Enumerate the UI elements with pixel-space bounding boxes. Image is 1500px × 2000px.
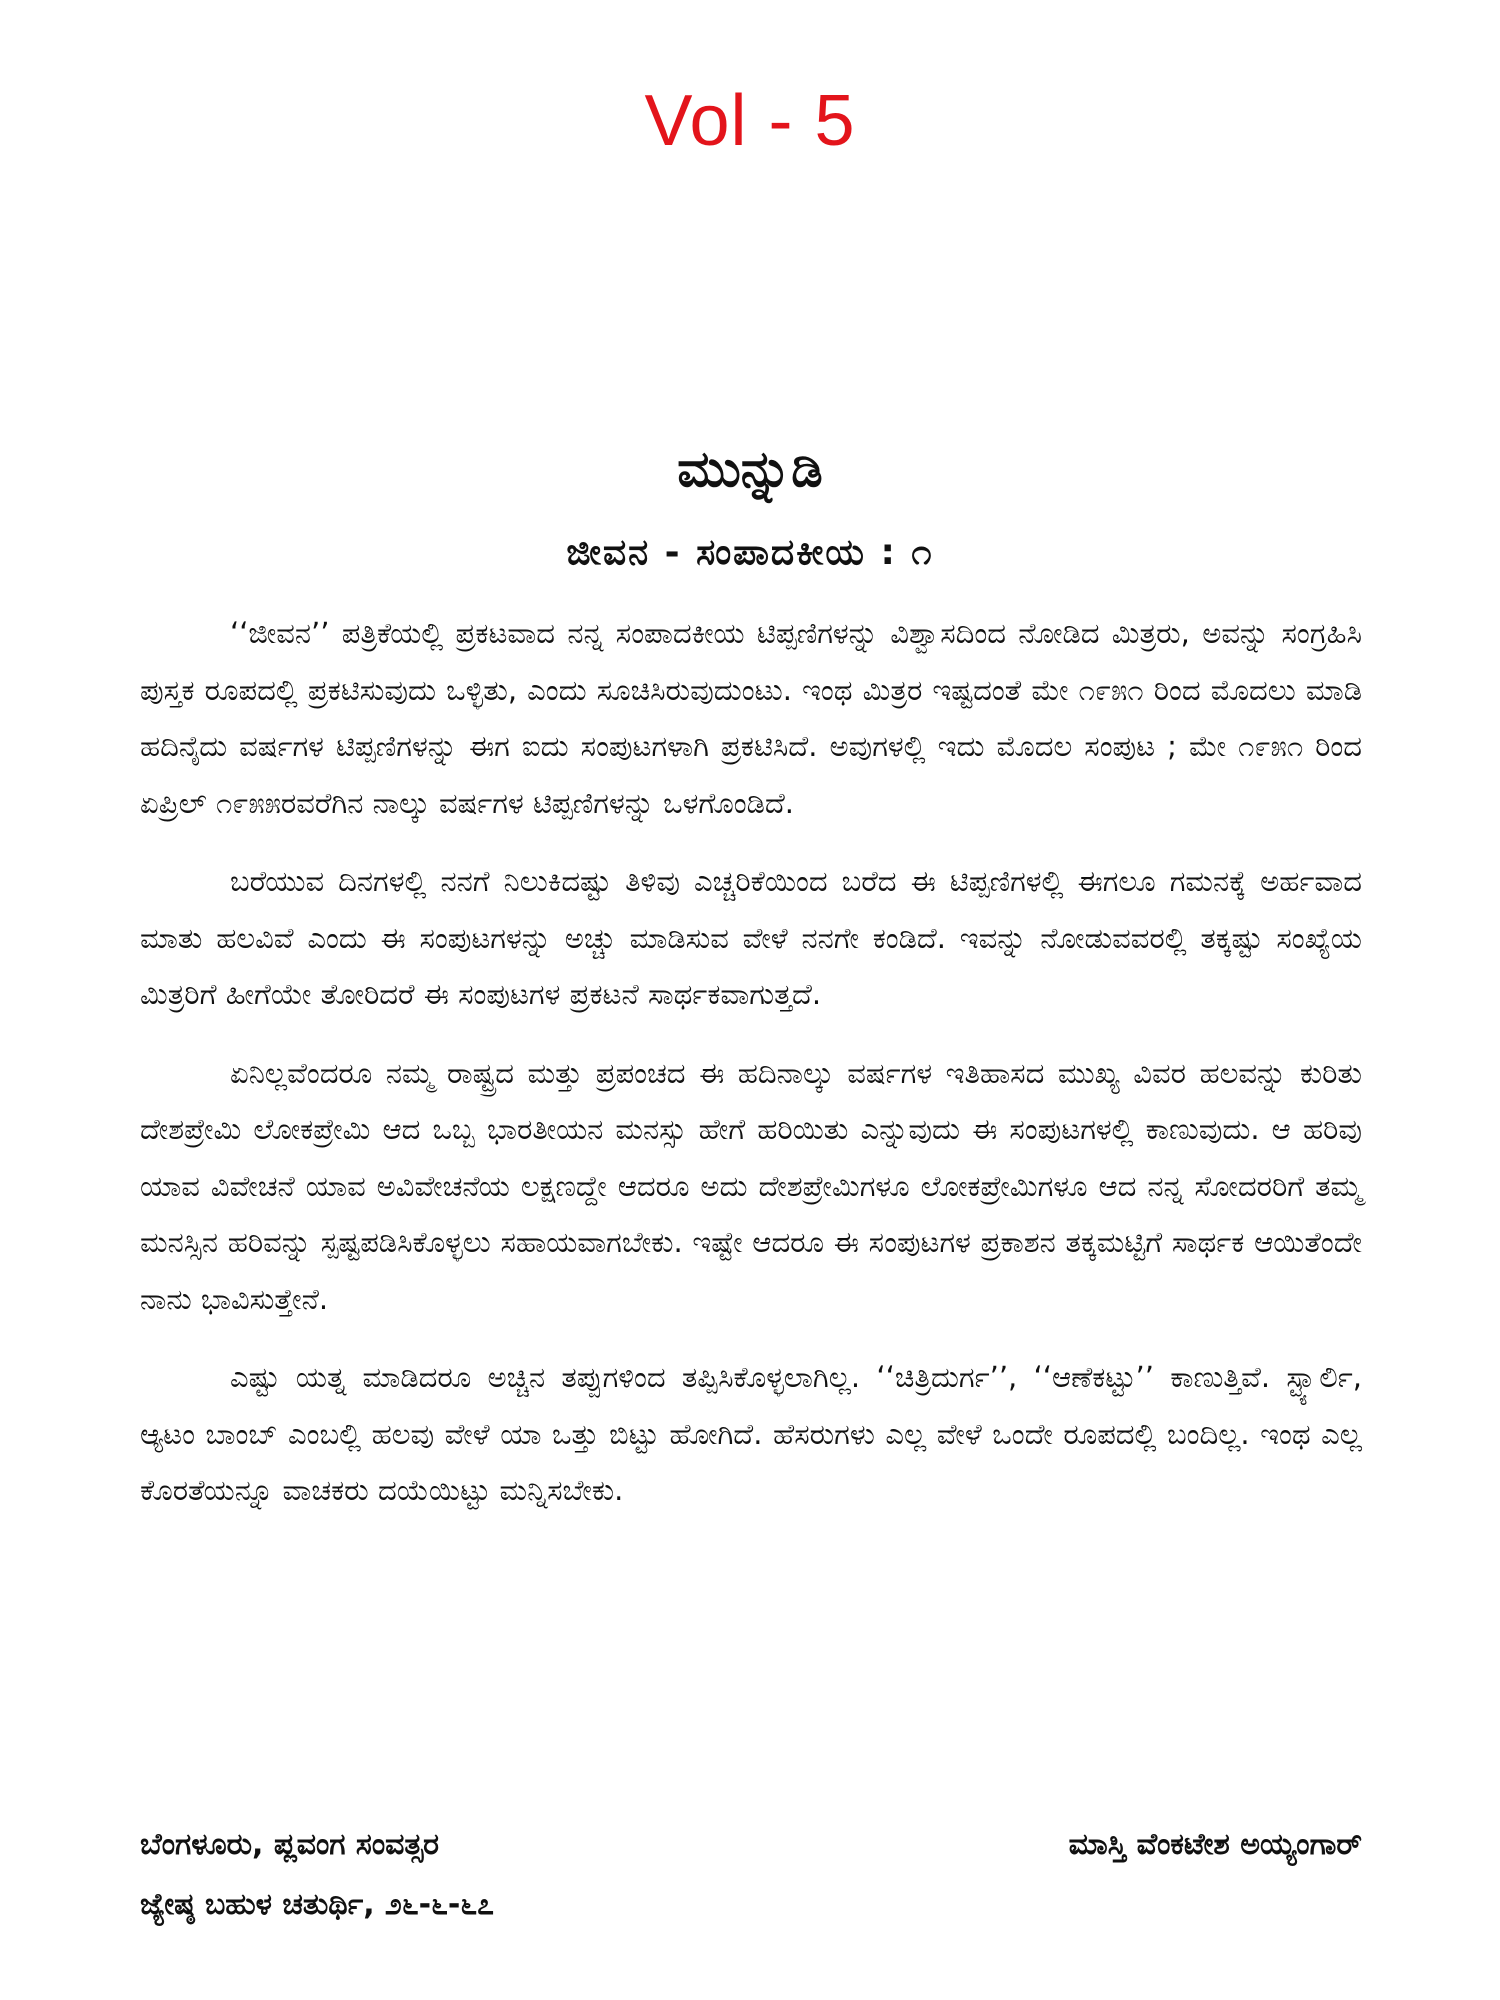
page-subtitle: ಜೀವನ - ಸಂಪಾದಕೀಯ : ೧ <box>566 532 934 573</box>
signature-date: ಜ್ಯೇಷ್ಠ ಬಹುಳ ಚತುರ್ಥಿ, ೨೬-೬-೬೭ <box>140 1887 494 1922</box>
signature-row <box>140 1875 1362 1935</box>
volume-label: Vol - 5 <box>644 81 856 161</box>
paragraph: ಏನಿಲ್ಲವೆಂದರೂ ನಮ್ಮ ರಾಷ್ಟ್ರದ ಮತ್ತು ಪ್ರಪಂಚದ ಈ ಹದಿನಾಲ್ಕು ವರ್ಷಗಳ ಇತಿಹಾಸದ ಮುಖ್ಯ ವಿವರ ಹಲವನ್ನು ಕುರಿತು ದೇಶಪ್ರೇಮಿ ಲೋಕಪ್ರೇಮಿ ಆದ ಒಬ್ಬ ಭಾರತೀಯನ ಮನಸ್ಸು ಹೇಗೆ ಹರಿಯಿತು ಎನ್ನುವುದು ಈ ಸಂಪುಟಗಳಲ್ಲಿ ಕಾಣುವುದು. ಆ ಹರಿವು ಯಾವ ವಿವೇಚನೆ ಯಾವ ಅವಿವೇಚನೆಯ ಲಕ್ಷಣದ್ದೇ ಆದರೂ ಅದು ದೇಶಪ್ರೇಮಿಗಳೂ ಲೋಕಪ್ರೇಮಿಗಳೂ ಆದ ನನ್ನ ಸೋದರರಿಗೆ ತಮ್ಮ ಮನಸ್ಸಿನ ಹರಿವನ್ನು ಸ್ಪಷ್ಟಪಡಿಸಿಕೊಳ್ಳಲು ಸಹಾಯವಾಗಬೇಕು. ಇಷ್ಟೇ ಆದರೂ ಈ ಸಂಪುಟಗಳ ಪ್ರಕಾಶನ ತಕ್ಕಮಟ್ಟಿಗೆ ಸಾರ್ಥಕ ಆಯಿತೆಂದೇ ನಾನು ಭಾವಿಸುತ್ತೇನೆ. <box>140 1055 1362 1316</box>
paragraph: ‘‘ಜೀವನ’’ ಪತ್ರಿಕೆಯಲ್ಲಿ ಪ್ರಕಟವಾದ ನನ್ನ ಸಂಪಾದಕೀಯ ಟಿಪ್ಪಣಿಗಳನ್ನು ವಿಶ್ವಾಸದಿಂದ ನೋಡಿದ ಮಿತ್ರರು, ಅವನ್ನು ಸಂಗ್ರಹಿಸಿ ಪುಸ್ತಕ ರೂಪದಲ್ಲಿ ಪ್ರಕಟಿಸುವುದು ಒಳ್ಳಿತು, ಎಂದು ಸೂಚಿಸಿರುವುದುಂಟು. ಇಂಥ ಮಿತ್ರರ ಇಷ್ಟದಂತೆ ಮೇ ೧೯೫೧ ರಿಂದ ಮೊದಲು ಮಾಡಿ ಹದಿನೈದು ವರ್ಷಗಳ ಟಿಪ್ಪಣಿಗಳನ್ನು ಈಗ ಐದು ಸಂಪುಟಗಳಾಗಿ ಪ್ರಕಟಿಸಿದೆ. ಅವುಗಳಲ್ಲಿ ಇದು ಮೊದಲ ಸಂಪುಟ ; ಮೇ ೧೯೫೧ ರಿಂದ ಏಪ್ರಿಲ್ ೧೯೫೫ರವರೆಗಿನ ನಾಲ್ಕು ವರ್ಷಗಳ ಟಿಪ್ಪಣಿಗಳನ್ನು ಒಳಗೊಂಡಿದೆ. <box>140 616 1362 820</box>
signature-row <box>140 1815 1362 1875</box>
signature-place: ಬೆಂಗಳೂರು, ಪ್ಲವಂಗ ಸಂವತ್ಸರ <box>140 1827 440 1862</box>
paragraph: ಬರೆಯುವ ದಿನಗಳಲ್ಲಿ ನನಗೆ ನಿಲುಕಿದಷ್ಟು ತಿಳಿವು ಎಚ್ಚರಿಕೆಯಿಂದ ಬರೆದ ಈ ಟಿಪ್ಪಣಿಗಳಲ್ಲಿ ಈಗಲೂ ಗಮನಕ್ಕೆ ಅರ್ಹವಾದ ಮಾತು ಹಲವಿವೆ ಎಂದು ಈ ಸಂಪುಟಗಳನ್ನು ಅಚ್ಚು ಮಾಡಿಸುವ ವೇಳೆ ನನಗೇ ಕಂಡಿದೆ. ಇವನ್ನು ನೋಡುವವರಲ್ಲಿ ತಕ್ಕಷ್ಟು ಸಂಖ್ಯೆಯ ಮಿತ್ರರಿಗೆ ಹೀಗೆಯೇ ತೋರಿದರೆ ಈ ಸಂಪುಟಗಳ ಪ್ರಕಟನೆ ಸಾರ್ಥಕವಾಗುತ್ತದೆ. <box>140 864 1362 1011</box>
signature-block <box>140 1815 1362 1935</box>
paragraph: ಎಷ್ಟು ಯತ್ನ ಮಾಡಿದರೂ ಅಚ್ಚಿನ ತಪ್ಪುಗಳಿಂದ ತಪ್ಪಿಸಿಕೊಳ್ಳಲಾಗಿಲ್ಲ. ‘‘ಚಿತ್ರಿದುರ್ಗ’’, ‘‘ಆಣೆಕಟ್ಟು’’ ಕಾಣುತ್ತಿವೆ. ಸ್ಟ್ಯಾರ್ಲಿ, ಆ್ಯಟಂ ಬಾಂಬ್ ಎಂಬಲ್ಲಿ ಹಲವು ವೇಳೆ ಯಾ ಒತ್ತು ಬಿಟ್ಟು ಹೋಗಿದೆ. ಹೆಸರುಗಳು ಎಲ್ಲ ವೇಳೆ ಒಂದೇ ರೂಪದಲ್ಲಿ ಬಂದಿಲ್ಲ. ಇಂಥ ಎಲ್ಲ ಕೊರತೆಯನ್ನೂ ವಾಚಕರು ದಯೆಯಿಟ್ಟು ಮನ್ನಿಸಬೇಕು. <box>140 1360 1362 1507</box>
page-title: ಮುನ್ನುಡಿ <box>677 440 823 498</box>
signature-author: ಮಾಸ್ತಿ ವೆಂಕಟೇಶ ಅಯ್ಯಂಗಾರ್ <box>1068 1827 1362 1862</box>
preface-body <box>140 605 1362 1541</box>
